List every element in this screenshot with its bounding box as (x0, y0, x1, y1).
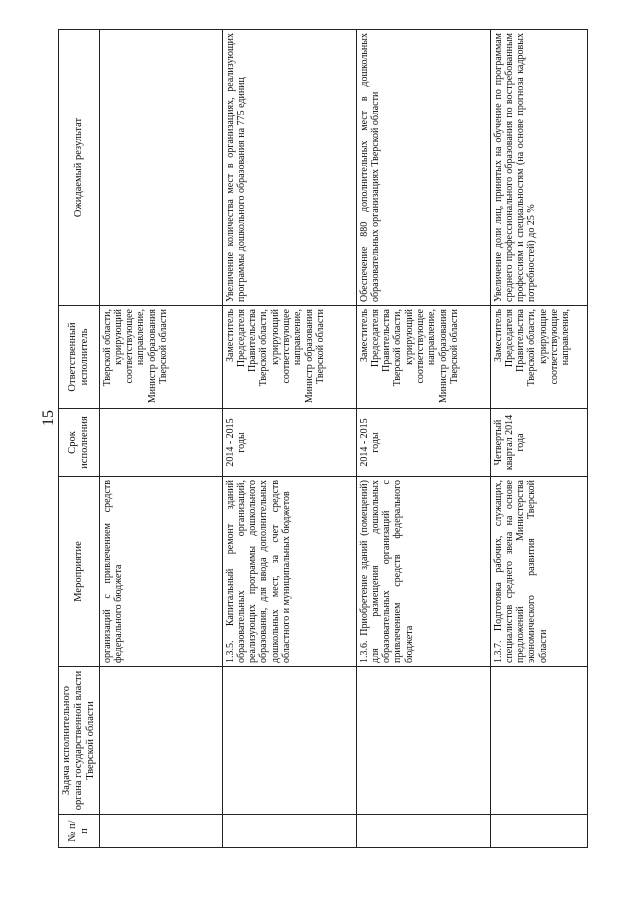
cell-no (490, 815, 587, 848)
table-row (490, 30, 587, 848)
cell-responsible: Заместитель Председателя Правительства Тверской области, курирующий соответствующее направление, Министр образования Тверской области (222, 306, 356, 409)
table-row (356, 30, 490, 848)
page-number: 15 (40, 410, 57, 426)
cell-term: 2014 - 2015 годы (222, 409, 356, 477)
header-action: Мероприятие (59, 477, 100, 667)
cell-result (99, 30, 222, 306)
cell-no (222, 815, 356, 848)
cell-task (222, 667, 356, 815)
cell-responsible: Заместитель Председателя Правительства Тверской области, курирующие соответствующие направления, (490, 306, 587, 409)
cell-task (490, 667, 587, 815)
header-no: № п/п (59, 815, 100, 848)
cell-responsible: Заместитель Председателя Правительства Тверской области, курирующий соответствующее направление, Министр образования Тверской области (356, 306, 490, 409)
cell-task (99, 667, 222, 815)
header-result: Ожидаемый результат (59, 30, 100, 306)
cell-term: Четвертый квартал 2014 года (490, 409, 587, 477)
cell-result: Увеличение количества мест в организациях, реализующих программы дошкольного образования на 775 единиц (222, 30, 356, 306)
header-responsible: Ответственный исполнитель (59, 306, 100, 409)
header-task: Задача исполнительного органа государственной власти Тверской области (59, 667, 100, 815)
cell-term: 2014 - 2015 годы (356, 409, 490, 477)
header-term: Срок исполнения (59, 409, 100, 477)
cell-action: организаций с привлечением средств федерального бюджета (99, 477, 222, 667)
cell-no (99, 815, 222, 848)
table-row (222, 30, 356, 848)
table-header-row (59, 30, 100, 848)
table-row (99, 30, 222, 848)
cell-action: 1.3.5. Капитальный ремонт зданий образовательных организаций, реализующих программы дошкольного образования, для ввода дополнительных дошкольных мест, за счет средств областного и муниципальных бюджетов (222, 477, 356, 667)
cell-task (356, 667, 490, 815)
cell-result: Обеспечение 880 дополнительных мест в дошкольных образовательных организациях Тверской области (356, 30, 490, 306)
cell-no (356, 815, 490, 848)
cell-responsible: Тверской области, курирующий соответствующее направление, Министр образования Тверской области (99, 306, 222, 409)
cell-action: 1.3.6. Приобретение зданий (помещений) для размещения дошкольных образовательных организаций с привлечением средств федерального бюджета (356, 477, 490, 667)
cell-action: 1.3.7. Подготовка рабочих, служащих, специалистов среднего звена на основе предложений Министерства экономического развития Тверской области (490, 477, 587, 667)
cell-term (99, 409, 222, 477)
action-plan-table (58, 29, 588, 848)
cell-result: Увеличение доли лиц, принятых на обучение по программам среднего профессионального образования по востребованным профессиям и специальностям (на основе прогноза кадровых потребностей) до 25 % (490, 30, 587, 306)
rotated-table-wrapper (58, 30, 578, 848)
